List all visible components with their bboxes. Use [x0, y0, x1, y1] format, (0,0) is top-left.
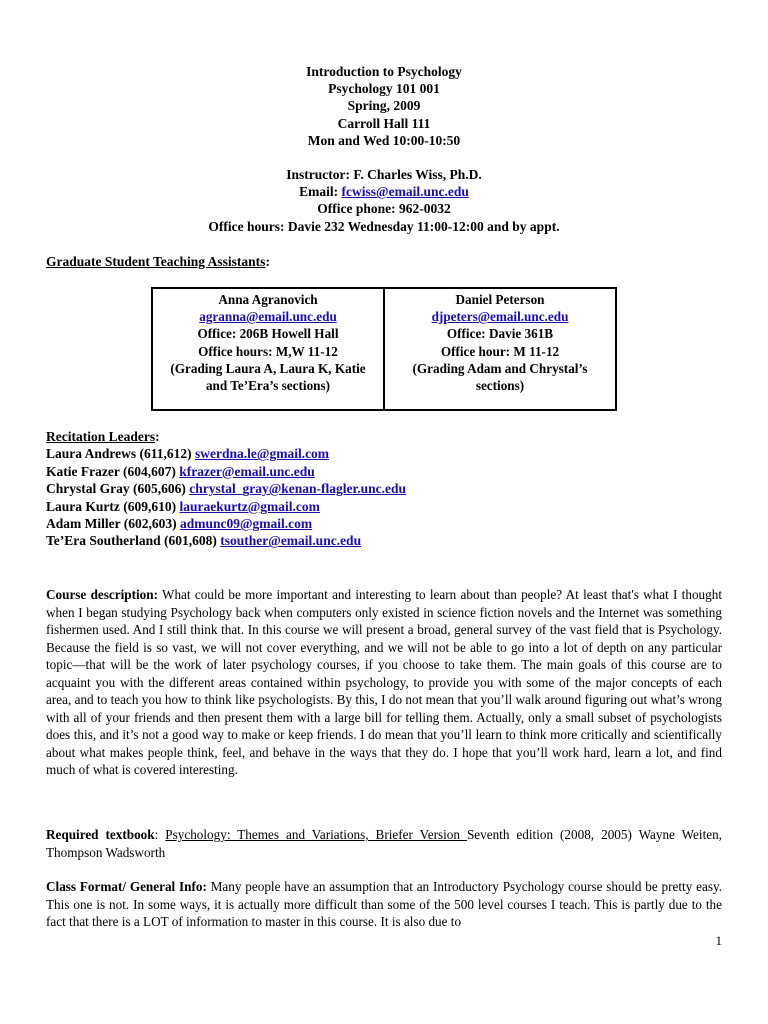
ta-heading-colon: : — [265, 254, 270, 269]
recitation-heading-colon: : — [155, 429, 160, 444]
leader-email-link[interactable]: tsouther@email.unc.edu — [220, 533, 362, 549]
course-header — [0, 63, 768, 149]
instructor-hours: Office hours: Davie 232 Wednesday 11:00-12:00 and by appt. — [208, 218, 560, 234]
description-label: Course description: — [46, 587, 158, 602]
textbook-title: Psychology: Themes and Variations, Briefer Version — [165, 827, 467, 842]
recitation-leader-row — [46, 498, 406, 515]
textbook-label: Required textbook — [46, 827, 155, 842]
course-description — [46, 586, 722, 779]
recitation-leaders — [46, 428, 406, 550]
format-label: Class Format/ General Info: — [46, 879, 207, 894]
leader-name: Laura Kurtz (609,610) — [46, 498, 180, 514]
ta-grading: (Grading Laura A, Laura K, Katie and Te’Era’s sections) — [170, 360, 366, 394]
leader-email-link[interactable]: swerdna.le@gmail.com — [195, 446, 330, 462]
textbook-details: Seventh edition (2008, 2005) Wayne Weiten, Thompson Wadsworth — [46, 827, 722, 860]
recitation-heading-text: Recitation Leaders — [46, 429, 156, 444]
ta-office: Office: 206B Howell Hall — [197, 326, 339, 342]
ta-heading-text: Graduate Student Teaching Assistants — [46, 254, 266, 269]
ta-name: Daniel Peterson — [455, 292, 545, 307]
leader-name: Laura Andrews (611,612) — [46, 446, 196, 462]
leader-name: Adam Miller (602,603) — [46, 516, 180, 532]
instructor-email-label: Email: — [299, 184, 342, 200]
ta-email-link[interactable]: djpeters@email.unc.edu — [431, 309, 569, 325]
ta-table — [151, 287, 617, 411]
required-textbook — [46, 826, 722, 861]
leader-name: Te’Era Southerland (601,608) — [46, 533, 221, 549]
leader-email-link[interactable]: chrystal_gray@kenan-flagler.unc.edu — [189, 481, 407, 497]
recitation-leader-row — [46, 445, 406, 462]
ta-grading: (Grading Adam and Chrystal’s sections) — [412, 360, 588, 394]
textbook-colon: : — [154, 827, 166, 842]
recitation-leader-row — [46, 515, 406, 532]
leader-email-link[interactable]: admunc09@gmail.com — [179, 516, 313, 532]
course-schedule: Mon and Wed 10:00-10:50 — [307, 132, 461, 148]
course-number: Psychology 101 001 — [328, 81, 440, 97]
course-location: Carroll Hall 111 — [337, 115, 431, 131]
instructor-email-line — [0, 183, 768, 200]
ta-hours: Office hours: M,W 11-12 — [198, 343, 338, 359]
ta-name: Anna Agranovich — [218, 292, 318, 307]
ta-cell — [383, 289, 615, 409]
instructor-phone: Office phone: 962-0032 — [317, 201, 451, 217]
ta-email-link[interactable]: agranna@email.unc.edu — [199, 309, 337, 325]
recitation-leader-row — [46, 532, 406, 549]
ta-heading — [46, 254, 270, 270]
recitation-heading — [46, 428, 406, 445]
ta-cell — [153, 289, 383, 409]
description-text: What could be more important and interesting to learn about than people? At least that's what I thought when I began studying Psychology back when computers only existed in science fiction novels and the Internet was something fishermen used. And I still think that. In this course we will present a broad, general survey of the vast field that is Psychology. Because the field is so vast, we will not cover everything, and we will not be able to go into a lot of depth on any particular topic—that will be the work of later psychology courses, if you choose to take them. The main goals of this course are to acquaint you with the different areas contained within psychology, to provide you with some of the major concepts of each area, and to teach you how to think like psychologists. By this, I do not mean that you’ll walk around figuring out what’s wrong with all of your friends and then present them with a large bill for telling them. Actually, only a small subset of psychologists does this, and it’s not a good way to make or keep friends. I do mean that you’ll learn to think more critically and scientifically about what makes people think, feel, and behave in the ways that they do. I hope that you’ll work hard, learn a lot, and find much of what is covered interesting. — [46, 587, 722, 777]
leader-email-link[interactable]: lauraekurtz@gmail.com — [179, 498, 320, 514]
format-text: Many people have an assumption that an Introductory Psychology course should be pretty easy. This one is not. In some ways, it is actually more difficult than some of the 500 level courses I teach. This is partly due to the fact that there is a LOT of information to master in this course. It is also due to — [46, 879, 722, 929]
instructor-email-link[interactable]: fcwiss@email.unc.edu — [341, 184, 469, 200]
leader-name: Katie Frazer (604,607) — [46, 463, 180, 479]
recitation-leader-row — [46, 480, 406, 497]
ta-hours: Office hour: M 11-12 — [440, 343, 560, 359]
course-term: Spring, 2009 — [347, 98, 421, 114]
ta-office: Office: Davie 361B — [446, 326, 554, 342]
class-format — [46, 878, 722, 931]
leader-name: Chrystal Gray (605,606) — [46, 481, 190, 497]
instructor-block — [0, 166, 768, 235]
course-name: Introduction to Psychology — [306, 64, 462, 79]
recitation-leader-row — [46, 463, 406, 480]
page-number: 1 — [715, 933, 722, 948]
instructor-name: Instructor: F. Charles Wiss, Ph.D. — [286, 167, 482, 182]
leader-email-link[interactable]: kfrazer@email.unc.edu — [179, 463, 315, 479]
